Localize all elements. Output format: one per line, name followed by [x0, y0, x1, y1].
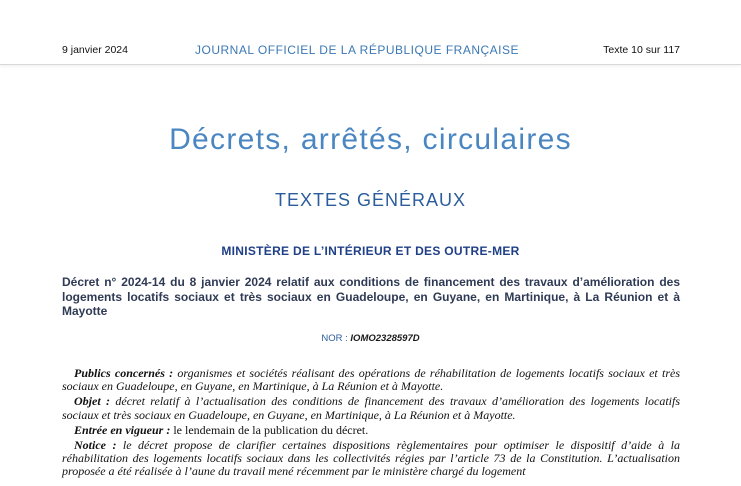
paragraph-notice [62, 439, 680, 479]
paragraph-label: Notice : [74, 438, 117, 453]
nor-value: IOMO2328597D [350, 333, 420, 344]
section-heading: TEXTES GÉNÉRAUX [274, 190, 467, 210]
nor-reference [0, 333, 741, 344]
decree-title: Décret n° 2024-14 du 8 janvier 2024 relatif aux conditions de financement des travaux d’amélioration des logements locatifs sociaux et très sociaux en Guadeloupe, en Guyane, en Martinique, à La Réunion et à Mayotte [62, 275, 680, 318]
paragraph-label: Objet : [74, 394, 111, 409]
page-title: Décrets, arrêtés, circulaires [169, 123, 572, 156]
paragraph-text: décret relatif à l’actualisation des conditions de financement des travaux d’amélioration des logements locatifs sociaux et très sociaux en Guadeloupe, en Guyane, en Martinique, à La Réunion et à Mayotte. [62, 394, 680, 422]
paragraph-objet [62, 395, 680, 421]
paragraph-publics [62, 367, 680, 393]
decree-body [62, 367, 680, 481]
page-header [0, 0, 741, 65]
paragraph-text: le lendemain de la publication du décret. [173, 422, 369, 437]
text-counter: Texte 10 sur 117 [603, 44, 680, 56]
nor-label: NOR : [321, 333, 348, 344]
paragraph-text: organismes et sociétés réalisant des opérations de réhabilitation de logements locatifs sociaux et très sociaux en Guadeloupe, en Guyane, en Martinique, à La Réunion et à Mayotte. [62, 366, 681, 394]
paragraph-text: le décret propose de clarifier certaines dispositions règlementaires pour optimiser le dispositif d’aide à la réhabilitation des logements locatifs sociaux dans les collectivités régies par l’article 73 de la Constitution. L’actualisation proposée a été réalisée à l’aune du travail mené récemment par le ministère chargé du logement [62, 438, 681, 479]
paragraph-entree [62, 424, 680, 437]
header-date: 9 janvier 2024 [62, 44, 128, 56]
journal-title: JOURNAL OFFICIEL DE LA RÉPUBLIQUE FRANÇAISE [195, 43, 520, 57]
ministry-heading: MINISTÈRE DE L’INTÉRIEUR ET DES OUTRE-MER [221, 244, 520, 258]
paragraph-label: Entrée en vigueur : [74, 422, 171, 437]
paragraph-label: Publics concernés : [74, 366, 174, 380]
